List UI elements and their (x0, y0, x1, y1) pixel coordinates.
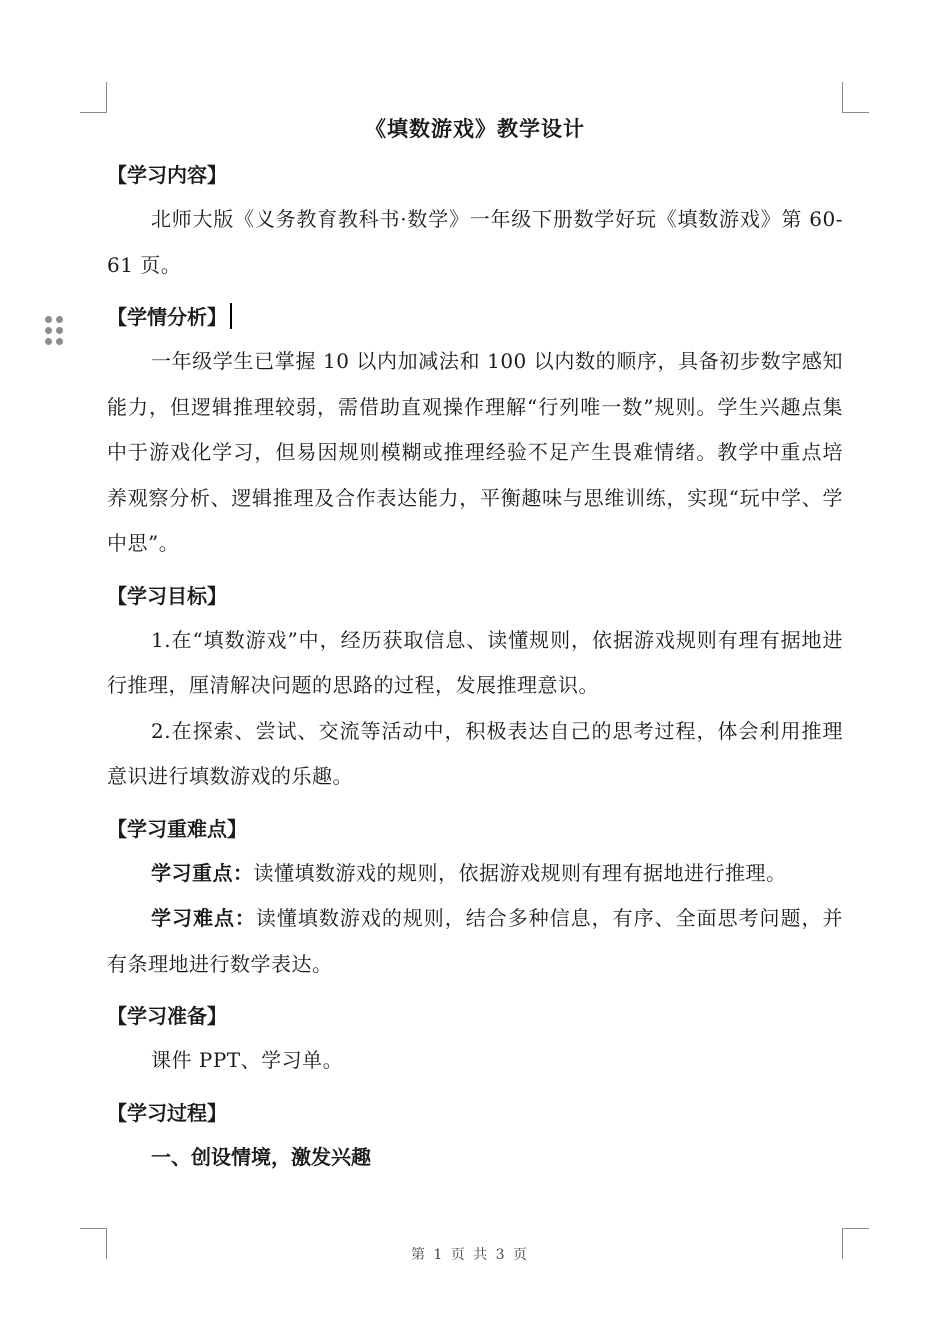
section-heading-key-points: 【学习重难点】 (107, 816, 247, 841)
document-body[interactable] (107, 108, 843, 1180)
difficulty-text: 读懂填数游戏的规则，结合多种信息，有序、全面思考问题，并有条理地进行数学表达。 (107, 906, 843, 976)
goal-item-2: 2.在探索、尝试、交流等活动中，积极表达自己的思考过程，体会利用推理意识进行填数游戏的乐趣。 (107, 718, 843, 788)
drag-handle-icon[interactable] (45, 316, 63, 344)
section-heading-preparation: 【学习准备】 (107, 1004, 227, 1028)
page-footer: 第 1 页 共 3 页 (410, 1247, 530, 1263)
difficulty-label: 学习难点： (151, 906, 256, 930)
difficulty-paragraph (107, 896, 843, 987)
page-corner-mark-top-left (80, 82, 107, 113)
section-heading-content: 【学习内容】 (107, 163, 227, 187)
focus-paragraph (107, 851, 843, 897)
preparation-paragraph: 课件 PPT、学习单。 (151, 1048, 344, 1072)
process-step-1: 一、创设情境，激发兴趣 (151, 1144, 371, 1169)
text-cursor (230, 303, 232, 329)
focus-text: 读懂填数游戏的规则，依据游戏规则有理有据地进行推理。 (253, 860, 787, 885)
section-heading-analysis (107, 300, 843, 334)
page-corner-mark-top-right (842, 82, 869, 113)
analysis-heading-text: 【学情分析】 (107, 305, 227, 329)
document-title: 《填数游戏》教学设计 (365, 117, 585, 141)
focus-label: 学习重点： (151, 860, 254, 885)
goal-item-1: 1.在“填数游戏”中，经历获取信息、读懂规则，依据游戏规则有理有据地进行推理，厘清解决问题的思路的过程，发展推理意识。 (107, 627, 843, 697)
analysis-paragraph: 一年级学生已掌握 10 以内加减法和 100 以内数的顺序，具备初步数字感知能力，但逻辑推理较弱，需借助直观操作理解“行列唯一数”规则。学生兴趣点集中于游戏化学习，但易因规则模糊或推理经验不足产生畏难情绪。教学中重点培养观察分析、逻辑推理及合作表达能力，平衡趣味与思维训练，实现“玩中学、学中思”。 (107, 349, 843, 555)
section-heading-process: 【学习过程】 (107, 1100, 227, 1125)
content-paragraph: 北师大版《义务教育教科书·数学》一年级下册数学好玩《填数游戏》第 60-61 页。 (107, 207, 843, 277)
section-heading-goals: 【学习目标】 (107, 583, 227, 608)
